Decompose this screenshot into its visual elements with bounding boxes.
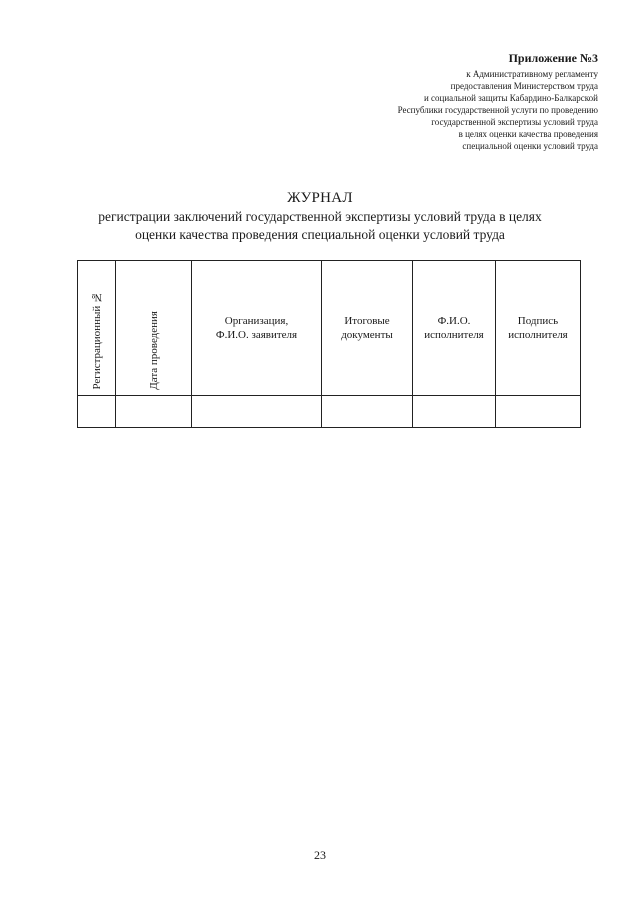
registration-table: [77, 260, 581, 428]
appendix-line: в целях оценки качества проведения: [458, 129, 598, 139]
table-cell: [322, 396, 413, 428]
appendix-title: Приложение №3: [508, 51, 598, 65]
table-cell: [192, 396, 322, 428]
journal-subtitle-line-2: оценки качества проведения специальной оценки условий труда: [135, 227, 505, 242]
journal-subtitle-line-1: регистрации заключений государственной экспертизы условий труда в целях: [98, 209, 542, 224]
page-number: 23: [314, 848, 326, 862]
column-header-label: документы: [341, 329, 393, 341]
table-cell: [496, 396, 581, 428]
appendix-line: и социальной защиты Кабардино-Балкарской: [423, 93, 598, 103]
journal-title: ЖУРНАЛ: [287, 190, 353, 206]
column-header-label: Регистрационный №: [90, 291, 103, 390]
table-row: [78, 396, 581, 428]
column-header-date: [116, 261, 192, 396]
appendix-line: предоставления Министерством труда: [450, 81, 598, 91]
column-header-label: Ф.И.О. заявителя: [215, 329, 298, 341]
table-cell: [116, 396, 192, 428]
column-header-executor-signature: [496, 261, 581, 396]
column-header-documents: [322, 261, 413, 396]
appendix-line: специальной оценки условий труда: [462, 141, 598, 151]
table-cell: [78, 396, 116, 428]
table-cell: [413, 396, 496, 428]
appendix-line: к Административному регламенту: [466, 69, 598, 79]
column-header-organization: [192, 261, 322, 396]
column-header-executor-name: [413, 261, 496, 396]
column-header-label: Ф.И.О.: [437, 315, 471, 327]
column-header-label: Организация,: [224, 315, 289, 327]
column-header-label: исполнителя: [424, 329, 484, 341]
journal-heading: [0, 188, 640, 244]
column-header-label: Подпись: [517, 315, 559, 327]
column-header-label: Дата проведения: [147, 311, 160, 390]
appendix-header: [268, 50, 598, 152]
table-header-row: [78, 261, 581, 396]
appendix-line: государственной экспертизы условий труда: [431, 117, 598, 127]
column-header-label: исполнителя: [508, 329, 568, 341]
appendix-line: Республики государственной услуги по проведению: [397, 105, 598, 115]
column-header-registration-number: [78, 261, 116, 396]
column-header-label: Итоговые: [344, 315, 390, 327]
